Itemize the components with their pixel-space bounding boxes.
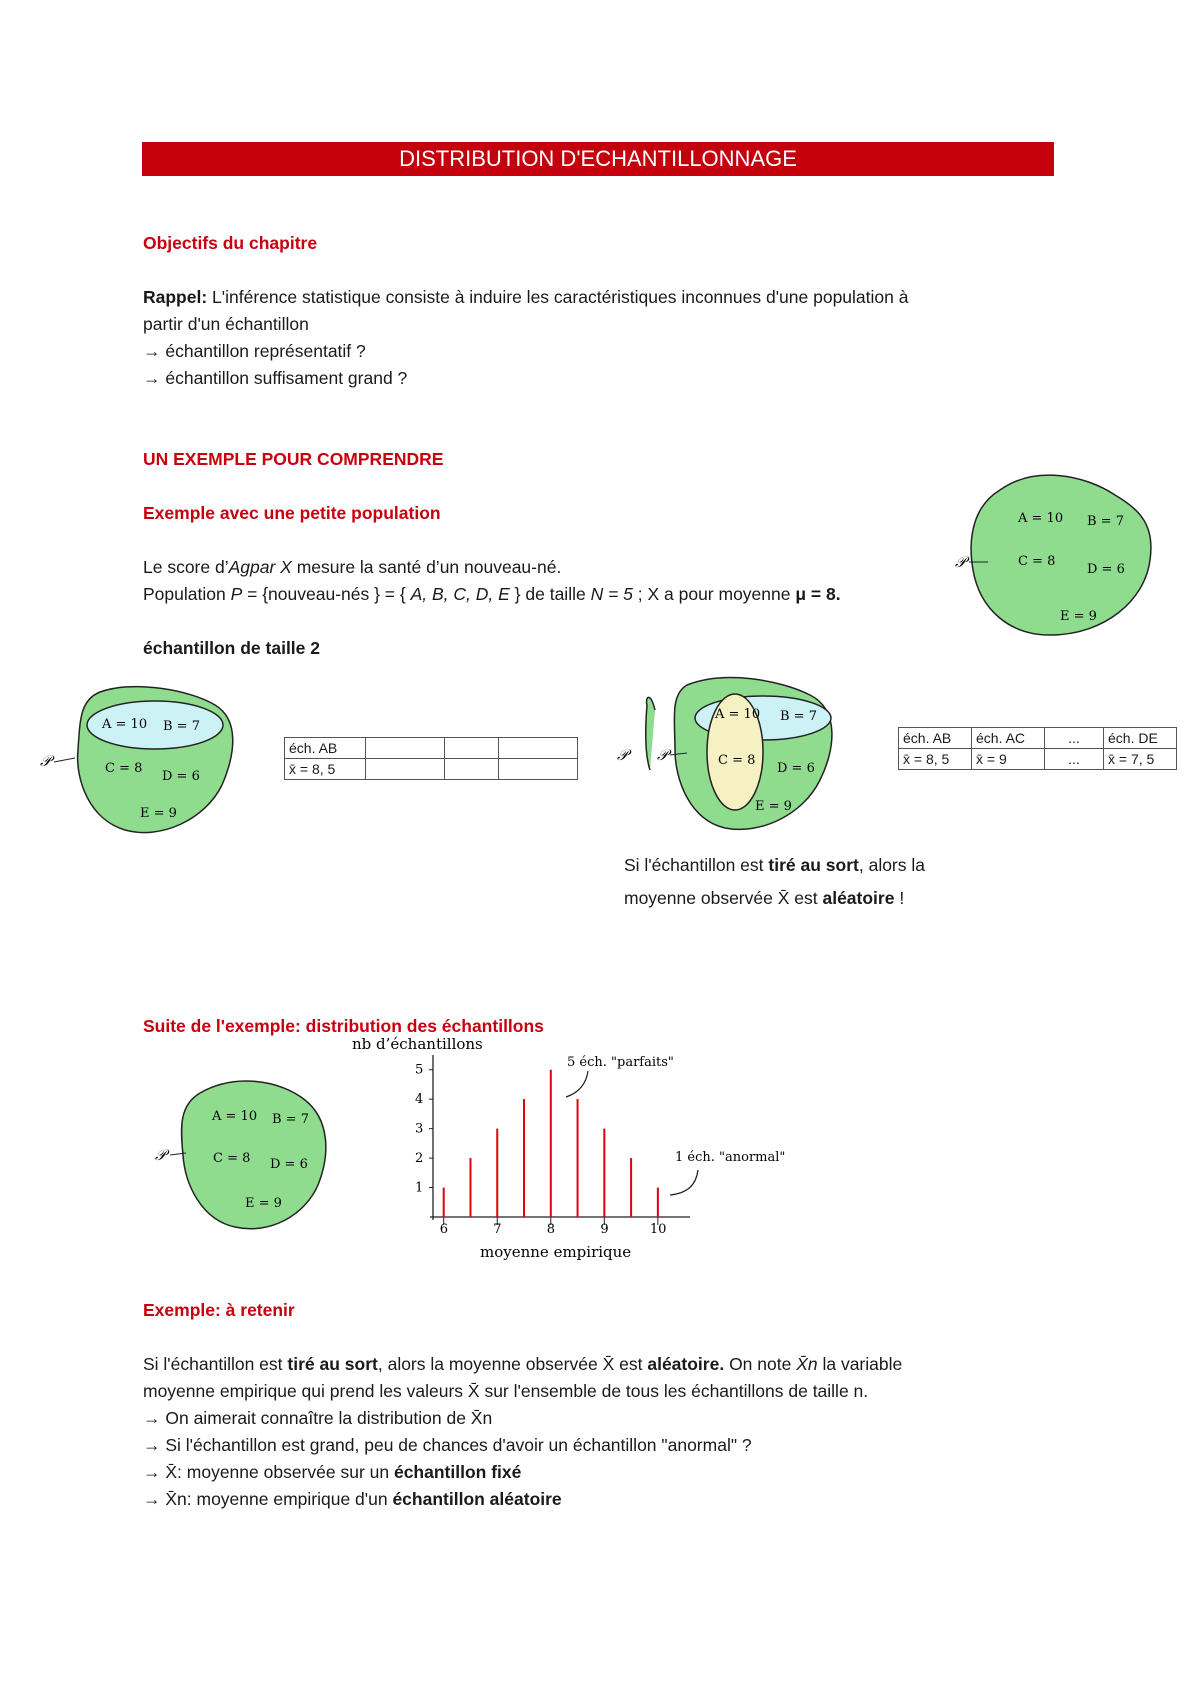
pop-text-f: N = 5 xyxy=(590,584,633,604)
ret-d: X̄ xyxy=(602,1354,615,1374)
table-cell xyxy=(445,759,499,780)
annotation-arrow-perfect xyxy=(566,1071,588,1097)
note-text-c: , alors la xyxy=(858,855,925,875)
random-note-line-2 xyxy=(624,888,904,909)
chart-y-tick-label: 3 xyxy=(415,1121,424,1137)
chart-y-tick-label: 4 xyxy=(415,1092,424,1108)
table-cell: x̄ = 7, 5 xyxy=(1104,749,1177,770)
example-heading: Exemple avec une petite population xyxy=(143,503,441,523)
pop-c: C = 8 xyxy=(213,1151,251,1166)
agpar-text-b: Agpar X xyxy=(228,557,292,577)
pop-text-e: } de taille xyxy=(509,584,591,604)
pop-label: 𝒫 xyxy=(657,746,668,764)
ret-a: Si l'échantillon est xyxy=(143,1354,288,1374)
chart-ylabel: nb d’échantillons xyxy=(352,1035,483,1053)
pop-a: A = 10 xyxy=(212,1109,258,1124)
table-cell: éch. DE xyxy=(1104,728,1177,749)
pop-e: E = 9 xyxy=(1060,609,1097,624)
sample-heading: échantillon de taille 2 xyxy=(143,638,320,658)
retenir-heading: Exemple: à retenir xyxy=(143,1300,295,1320)
rappel-line-1 xyxy=(143,287,908,308)
table-row xyxy=(285,738,578,759)
table-cell: ... xyxy=(1045,749,1104,770)
chart-x-tick-label: 8 xyxy=(546,1222,556,1237)
ret-b: tiré au sort xyxy=(287,1354,378,1374)
pop-text-c: = {nouveau-nés } = { xyxy=(242,584,411,604)
pop-text-d: A, B, C, D, E xyxy=(410,584,510,604)
retenir-line-1 xyxy=(143,1354,902,1375)
rappel-bullet-2: → échantillon suffisament grand ? xyxy=(143,368,408,388)
chart-x-tick-label: 6 xyxy=(439,1222,448,1237)
pop-text-h: μ = 8. xyxy=(795,584,841,604)
ret-i: la variable xyxy=(817,1354,903,1374)
chart-annotation-perfect: 5 éch. "parfaits" xyxy=(567,1055,674,1070)
sample-ac-diagram xyxy=(615,670,845,845)
table-row xyxy=(285,759,578,780)
note-text-g: aléatoire xyxy=(822,888,895,908)
page-title: DISTRIBUTION D'ECHANTILLONNAGE xyxy=(142,142,1054,176)
ret-h: X̄n xyxy=(796,1354,818,1374)
section-heading: UN EXEMPLE POUR COMPRENDRE xyxy=(143,449,444,469)
retenir-line-6 xyxy=(143,1489,562,1510)
chart-x-tick-label: 10 xyxy=(649,1222,667,1237)
pop-label: 𝒫 xyxy=(955,553,966,571)
note-text-d: moyenne observée xyxy=(624,888,778,908)
pop-a: A = 10 xyxy=(102,717,148,732)
table-cell xyxy=(366,759,445,780)
pop-d: D = 6 xyxy=(162,769,200,784)
note-text-b: tiré au sort xyxy=(768,855,859,875)
chart-annotation-abnormal: 1 éch. "anormal" xyxy=(675,1150,786,1165)
pop-label: 𝒫 xyxy=(40,752,51,770)
agpar-text-a: Le score d’ xyxy=(143,557,229,577)
pop-b: B = 7 xyxy=(780,709,817,724)
pop-d: D = 6 xyxy=(777,761,815,776)
pop-d: D = 6 xyxy=(270,1157,308,1172)
retenir-line-4: → Si l'échantillon est grand, peu de chances d'avoir un échantillon "anormal" ? xyxy=(143,1435,752,1455)
rappel-text-1: L'inférence statistique consiste à induire les caractéristiques inconnues d'une population à xyxy=(207,287,909,307)
suite-heading: Suite de l'exemple: distribution des échantillons xyxy=(143,1016,544,1036)
ret-c: , alors la moyenne observée xyxy=(377,1354,603,1374)
pop-b: B = 7 xyxy=(272,1112,309,1127)
pop-text-b: P xyxy=(230,584,243,604)
random-note-line-1 xyxy=(624,855,925,876)
rappel-bullet-1: → échantillon représentatif ? xyxy=(143,341,366,361)
chart-xlabel: moyenne empirique xyxy=(480,1243,632,1261)
table-cell: éch. AC xyxy=(972,728,1045,749)
pop-b: B = 7 xyxy=(163,719,200,734)
sample-table-full xyxy=(898,727,1177,770)
table-cell xyxy=(499,738,578,759)
ret-f: aléatoire. xyxy=(647,1354,725,1374)
population-diagram-chart xyxy=(150,1075,340,1240)
pop-e: E = 9 xyxy=(755,799,792,814)
note-text-a: Si l'échantillon est xyxy=(624,855,769,875)
sample-ab-diagram xyxy=(40,680,240,840)
pop-label: 𝒫 xyxy=(155,1146,166,1164)
rappel-line-2: partir d'un échantillon xyxy=(143,314,309,334)
pop-a: A = 10 xyxy=(715,707,761,722)
chart-x-tick-label: 9 xyxy=(600,1222,609,1237)
rappel-label: Rappel: xyxy=(143,287,208,307)
table-cell: ... xyxy=(1045,728,1104,749)
note-text-h: ! xyxy=(894,888,905,908)
ret-e: est xyxy=(614,1354,648,1374)
retenir-line-3: → On aimerait connaître la distribution de X̄n xyxy=(143,1408,493,1428)
pop-label: 𝒫 xyxy=(617,746,628,764)
agpar-text-c: mesure la santé d’un nouveau-né. xyxy=(291,557,562,577)
objectives-heading: Objectifs du chapitre xyxy=(143,233,318,253)
pop-e: E = 9 xyxy=(245,1196,282,1211)
chart-y-tick-label: 5 xyxy=(415,1062,424,1078)
table-cell: éch. AB xyxy=(899,728,972,749)
table-cell xyxy=(445,738,499,759)
population-line xyxy=(143,584,841,605)
pop-text-g: ; X a pour moyenne xyxy=(632,584,796,604)
pop-e: E = 9 xyxy=(140,806,177,821)
retenir-line-5 xyxy=(143,1462,521,1483)
chart-x-tick-label: 7 xyxy=(493,1222,502,1237)
pop-d: D = 6 xyxy=(1087,562,1125,577)
pop-b: B = 7 xyxy=(1087,514,1124,529)
chart-y-tick-label: 2 xyxy=(415,1151,424,1167)
table-row xyxy=(899,749,1177,770)
chart-y-tick-label: 1 xyxy=(415,1180,424,1196)
pop-c: C = 8 xyxy=(1018,554,1056,569)
sample-table-small xyxy=(284,737,578,780)
note-text-e: X̄ xyxy=(777,888,790,908)
population-diagram-main xyxy=(955,470,1165,645)
sample-distribution-chart xyxy=(350,1035,810,1270)
table-cell xyxy=(366,738,445,759)
retenir-line-2: moyenne empirique qui prend les valeurs X̄ sur l'ensemble de tous les échantillons de taille n. xyxy=(143,1381,869,1401)
table-row xyxy=(899,728,1177,749)
ret-l5b: échantillon fixé xyxy=(393,1462,522,1482)
ret-g: On note xyxy=(724,1354,797,1374)
ret-l6b: échantillon aléatoire xyxy=(392,1489,562,1509)
pop-c: C = 8 xyxy=(105,761,143,776)
pop-text-a: Population xyxy=(143,584,231,604)
note-text-f: est xyxy=(789,888,823,908)
ret-l5a: → X̄: moyenne observée sur un xyxy=(143,1462,394,1482)
pop-a: A = 10 xyxy=(1018,511,1064,526)
table-cell: x̄ = 8, 5 xyxy=(899,749,972,770)
annotation-arrow-abnormal xyxy=(670,1170,698,1195)
table-cell: x̄ = 8, 5 xyxy=(285,759,366,780)
table-cell xyxy=(499,759,578,780)
table-cell: x̄ = 9 xyxy=(972,749,1045,770)
agpar-line xyxy=(143,557,561,578)
pop-c: C = 8 xyxy=(718,753,756,768)
ret-l6a: → X̄n: moyenne empirique d'un xyxy=(143,1489,393,1509)
table-cell: éch. AB xyxy=(285,738,366,759)
